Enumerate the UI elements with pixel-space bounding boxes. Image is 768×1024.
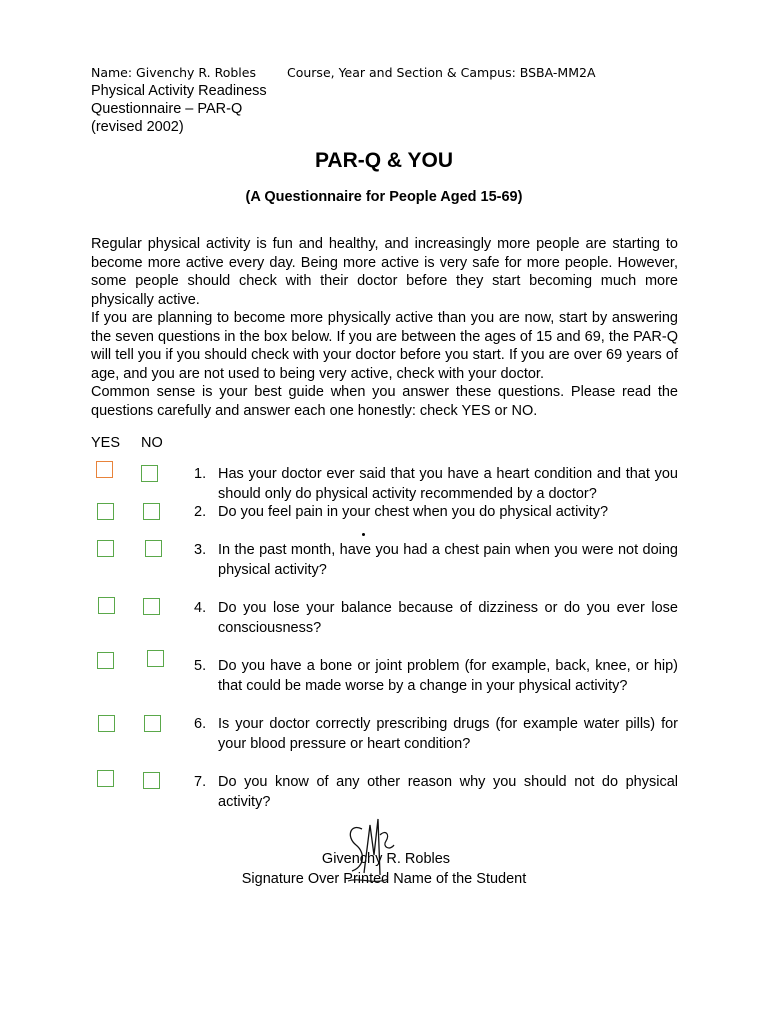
q3-no-checkbox[interactable]: [145, 540, 162, 557]
q6-no-checkbox[interactable]: [144, 715, 161, 732]
question-number: 3.: [194, 542, 207, 558]
question-5: [194, 657, 678, 696]
stray-dot: [362, 533, 365, 536]
q2-yes-checkbox[interactable]: [97, 503, 114, 520]
doc-title-line-2: Questionnaire – PAR-Q: [91, 101, 243, 117]
q1-yes-checkbox[interactable]: [96, 461, 113, 478]
handwritten-signature: [340, 815, 400, 890]
student-name: Name: Givenchy R. Robles: [91, 65, 256, 80]
intro-paragraph-2: If you are planning to become more physically active than you are now, start by answering the seven questions in the box below. If you are between the ages of 15 and 69, the PAR-Q will tell you if you should check with your doctor before you start. If you are over 69 years of age, and you are not used to being very active, check with your doctor.: [91, 310, 678, 382]
q2-no-checkbox[interactable]: [143, 503, 160, 520]
yes-column-header: YES: [91, 435, 121, 451]
question-3: [194, 541, 678, 580]
q7-yes-checkbox[interactable]: [97, 770, 114, 787]
q6-yes-checkbox[interactable]: [98, 715, 115, 732]
question-text: In the past month, have you had a chest pain when you were not doing physical activity?: [218, 542, 678, 578]
question-text: Has your doctor ever said that you have a heart condition and that you should only do physical activity recommended by a doctor?: [218, 466, 678, 502]
q5-no-checkbox[interactable]: [147, 650, 164, 667]
course-section: Course, Year and Section & Campus: BSBA-MM2A: [287, 65, 596, 80]
question-6: [194, 715, 678, 754]
doc-title-line-3: (revised 2002): [91, 119, 184, 135]
q5-yes-checkbox[interactable]: [97, 652, 114, 669]
intro-paragraph-3: Common sense is your best guide when you answer these questions. Please read the questions carefully and answer each one honestly: check YES or NO.: [91, 384, 678, 419]
q1-no-checkbox[interactable]: [141, 465, 158, 482]
no-column-header: NO: [141, 435, 163, 451]
question-2: [194, 503, 678, 523]
question-number: 5.: [194, 658, 207, 674]
page-subtitle: (A Questionnaire for People Aged 15-69): [245, 189, 523, 205]
intro-paragraph-1: Regular physical activity is fun and healthy, and increasingly more people are starting to become more active every day. Being more active is very safe for more people. However, some people should check with their doctor before they start becoming much more physically active.: [91, 236, 678, 308]
question-number: 1.: [194, 466, 207, 482]
question-text: Do you lose your balance because of dizziness or do you ever lose consciousness?: [218, 600, 678, 636]
question-text: Do you know of any other reason why you should not do physical activity?: [218, 774, 678, 810]
q4-no-checkbox[interactable]: [143, 598, 160, 615]
page-title: PAR-Q & YOU: [314, 149, 454, 172]
document-title: [91, 82, 267, 136]
question-number: 6.: [194, 716, 207, 732]
q7-no-checkbox[interactable]: [143, 772, 160, 789]
doc-title-line-1: Physical Activity Readiness: [91, 83, 267, 99]
q4-yes-checkbox[interactable]: [98, 597, 115, 614]
question-number: 2.: [194, 504, 207, 520]
question-number: 4.: [194, 600, 207, 616]
intro-text: [91, 235, 678, 420]
question-text: Do you feel pain in your chest when you do physical activity?: [218, 504, 609, 520]
question-text: Is your doctor correctly prescribing drugs (for example water pills) for your blood pressure or heart condition?: [218, 716, 678, 752]
question-text: Do you have a bone or joint problem (for example, back, knee, or hip) that could be made worse by a change in your physical activity?: [218, 658, 678, 694]
question-number: 7.: [194, 774, 207, 790]
signature-caption: Signature Over Printed Name of the Student: [241, 871, 527, 887]
question-1: [194, 465, 678, 504]
q3-yes-checkbox[interactable]: [97, 540, 114, 557]
question-4: [194, 599, 678, 638]
question-7: [194, 773, 678, 812]
printed-name: Givenchy R. Robles: [321, 851, 451, 867]
